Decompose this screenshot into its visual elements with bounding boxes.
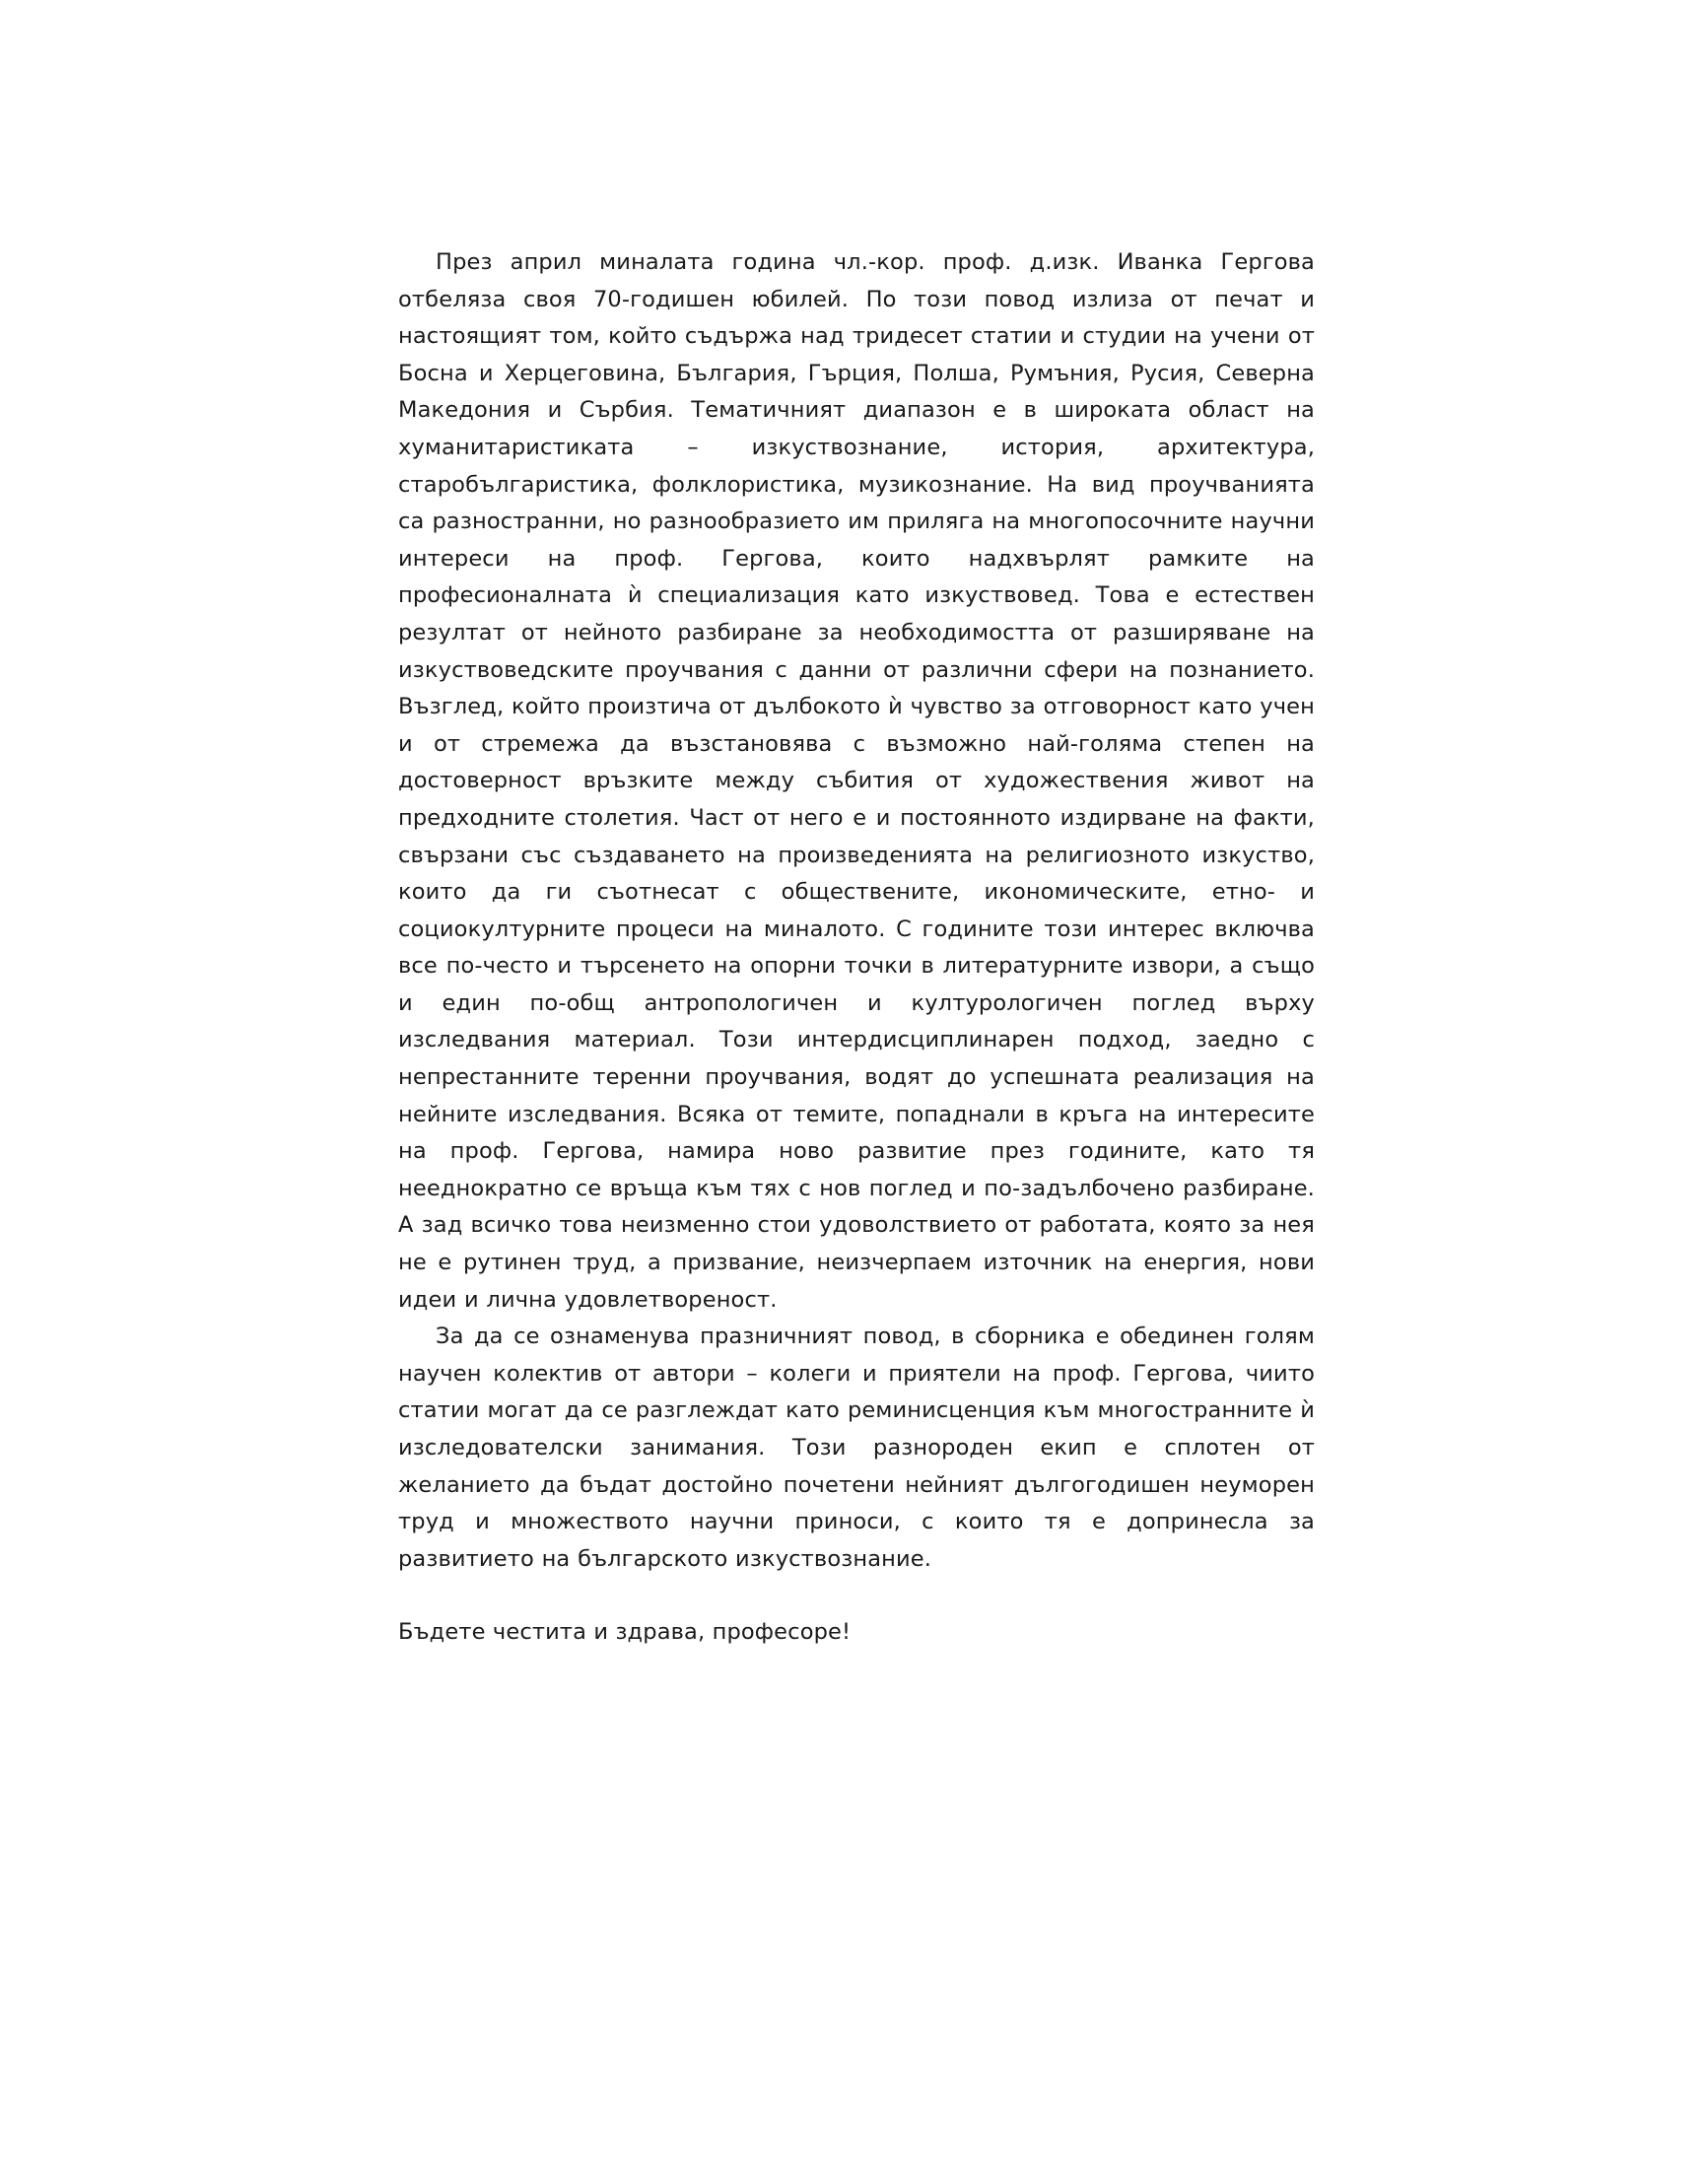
paragraph-first: През април миналата година чл.-кор. проф. д.изк. Иванка Гергова отбеляза своя 70-годишен юбилей. По този повод излиза от печат и настоящият том, който съдържа над тридесет статии и студии на учени от Босна и Херцеговина, България, Гърция, Полша, Румъния, Русия, Северна Македония и Сърбия. Тематичният диапазон е в широката област на хуманитаристиката – изкуствознание, история, архитектура, старобългаристика, фолклористика, музикознание. На вид проучванията са разностранни, но разнообразието им приляга на многопосочните научни интереси на проф. Гергова, които надхвърлят рамките на професионалната ѝ специализация като изкуствовед. Това е естествен резултат от нейното разбиране за необходимостта от разширяване на изкуствоведските проучвания с данни от различни сфери на познанието. Възглед, който произтича от дълбокото ѝ чувство за отговорност като учен и от стремежа да възстановява с възможно най-голяма степен на достоверност връзките между събития от художествения живот на предходните столетия. Част от него е и постоянното издирване на факти, свързани със създаването на произведенията на религиозното изкуство, които да ги съотнесат с обществените, икономическите, етно- и социокултурните процеси на миналото. С годините този интерес включва все по-често и търсенето на опорни точки в литературните извори, а също и един по-общ антропологичен и културологичен поглед върху изследвания материал. Този интердисциплинарен подход, заедно с непрестанните теренни проучвания, водят до успешната реализация на нейните изследвания. Всяка от темите, попаднали в кръга на интересите на проф. Гергова, намира ново развитие през годините, като тя нееднократно се връща към тях с нов поглед и по-задълбочено разбиране. А зад всичко това неизменно стои удоволствието от работата, която за нея не е рутинен труд, а призвание, неизчерпаем източник на енергия, нови идеи и лична удовлетвореност.	[398, 249, 1315, 1313]
paragraph-second: За да се ознаменува празничният повод, в сборника е обединен голям научен колектив от автори – колеги и приятели на проф. Гергова, чиито статии могат да се разглеждат като реминисценция към многостранните ѝ изследователски занимания. Този разнороден екип е сплотен от желанието да бъдат достойно почетени нейният дългогодишен неуморен труд и множеството научни приноси, с които тя е допринесла за развитието на българското изкуствознание.	[398, 1324, 1315, 1572]
document-text-block	[398, 244, 1315, 1652]
closing-line: Бъдете честита и здрава, професоре!	[398, 1619, 852, 1646]
